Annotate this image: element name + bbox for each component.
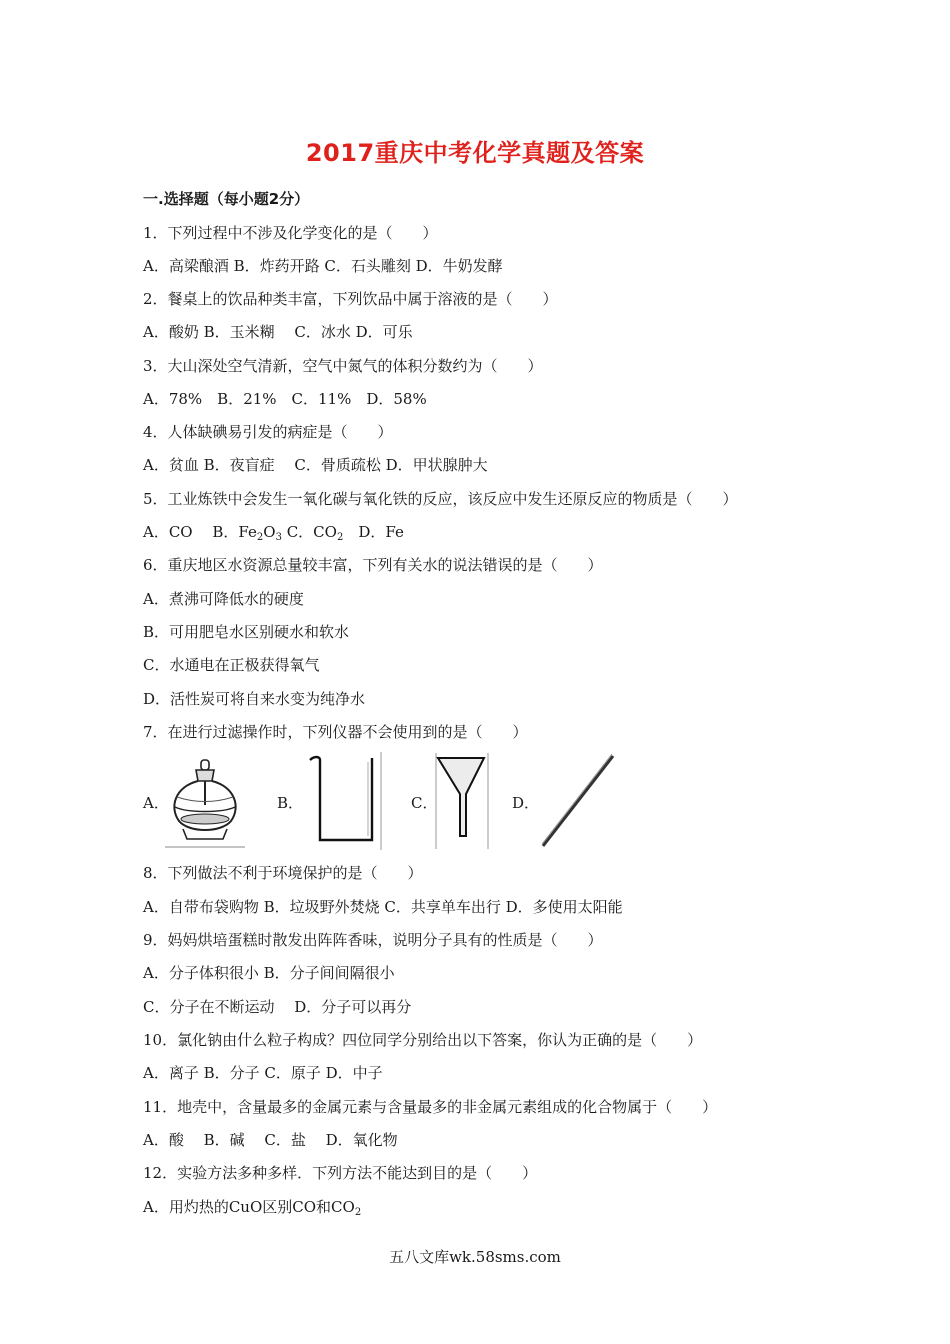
question-2-options: A．酸奶 B．玉米糊 C．冰水 D．可乐 xyxy=(143,323,413,341)
question-10: 10．氯化钠由什么粒子构成？四位同学分别给出以下答案，你认为正确的是（ ） xyxy=(143,1031,703,1049)
question-8: 8．下列做法不利于环境保护的是（ ） xyxy=(143,864,423,882)
question-2: 2．餐桌上的饮品种类丰富，下列饮品中属于溶液的是（ ） xyxy=(143,290,558,308)
question-6: 6．重庆地区水资源总量较丰富，下列有关水的说法错误的是（ ） xyxy=(143,556,603,574)
q7-label-c: C． xyxy=(411,794,438,812)
question-8-options: A．自带布袋购物 B．垃圾野外焚烧 C．共享单车出行 D．多使用太阳能 xyxy=(143,898,623,916)
question-7: 7．在进行过滤操作时，下列仪器不会使用到的是（ ） xyxy=(143,723,528,741)
q7-label-a: A． xyxy=(143,794,169,812)
q5-option-c: C．CO xyxy=(281,523,337,541)
question-11-options: A．酸 B．碱 C．盐 D．氧化物 xyxy=(143,1131,398,1149)
question-6-option-d: D．活性炭可将自来水变为纯净水 xyxy=(143,690,366,708)
question-6-option-a: A．煮沸可降低水的硬度 xyxy=(143,590,304,608)
question-5: 5．工业炼铁中会发生一氧化碳与氧化铁的反应，该反应中发生还原反应的物质是（ ） xyxy=(143,490,738,508)
question-9-options-cd: C．分子在不断运动 D．分子可以再分 xyxy=(143,998,412,1016)
question-1: 1．下列过程中不涉及化学变化的是（ ） xyxy=(143,224,438,242)
q5-option-d: D．Fe xyxy=(343,523,404,541)
question-9: 9．妈妈烘培蛋糕时散发出阵阵香味，说明分子具有的性质是（ ） xyxy=(143,931,603,949)
q12-option-a-text: A．用灼热的CuO区别CO和CO xyxy=(143,1198,355,1216)
question-6-option-b: B．可用肥皂水区别硬水和软水 xyxy=(143,623,350,641)
q7-label-b: B． xyxy=(277,794,304,812)
funnel-icon xyxy=(434,752,490,850)
q5-option-ab: A．CO B．Fe xyxy=(143,523,257,541)
q7-label-d: D． xyxy=(512,794,540,812)
section-heading: 一.选择题（每小题2分） xyxy=(143,190,310,208)
question-3: 3．大山深处空气清新，空气中氮气的体积分数约为（ ） xyxy=(143,357,543,375)
question-1-options: A．高梁酿酒 B．炸药开路 C．石头雕刻 D．牛奶发酵 xyxy=(143,257,503,275)
beaker-icon xyxy=(302,752,384,850)
question-6-option-c: C．水通电在正极获得氧气 xyxy=(143,656,320,674)
q5-subscript: 2 xyxy=(256,532,264,543)
question-5-options xyxy=(143,522,404,542)
question-3-options: A．78% B．21% C．11% D．58% xyxy=(143,390,427,408)
page-title: 2017重庆中考化学真题及答案 xyxy=(305,139,645,167)
q5-subscript: 3 xyxy=(275,532,282,543)
question-4: 4．人体缺碘易引发的病症是（ ） xyxy=(143,423,393,441)
question-10-options: A．离子 B．分子 C．原子 D．中子 xyxy=(143,1064,383,1082)
question-9-options-ab: A．分子体积很小 B．分子间间隔很小 xyxy=(143,964,395,982)
question-4-options: A．贫血 B．夜盲症 C．骨质疏松 D．甲状腺肿大 xyxy=(143,456,488,474)
q5-subscript: 2 xyxy=(336,532,344,543)
q12-subscript: 2 xyxy=(354,1207,362,1218)
question-12-option-a xyxy=(143,1197,361,1217)
question-11: 11．地壳中，含量最多的金属元素与含量最多的非金属元素组成的化合物属于（ ） xyxy=(143,1098,718,1116)
question-12: 12．实验方法多种多样．下列方法不能达到目的是（ ） xyxy=(143,1164,538,1182)
q5-option-b-mid: O xyxy=(263,523,276,541)
glass-rod-icon xyxy=(533,752,623,850)
footer-watermark: 五八文库wk.58sms.com xyxy=(389,1248,561,1266)
alcohol-lamp-icon xyxy=(165,757,245,849)
